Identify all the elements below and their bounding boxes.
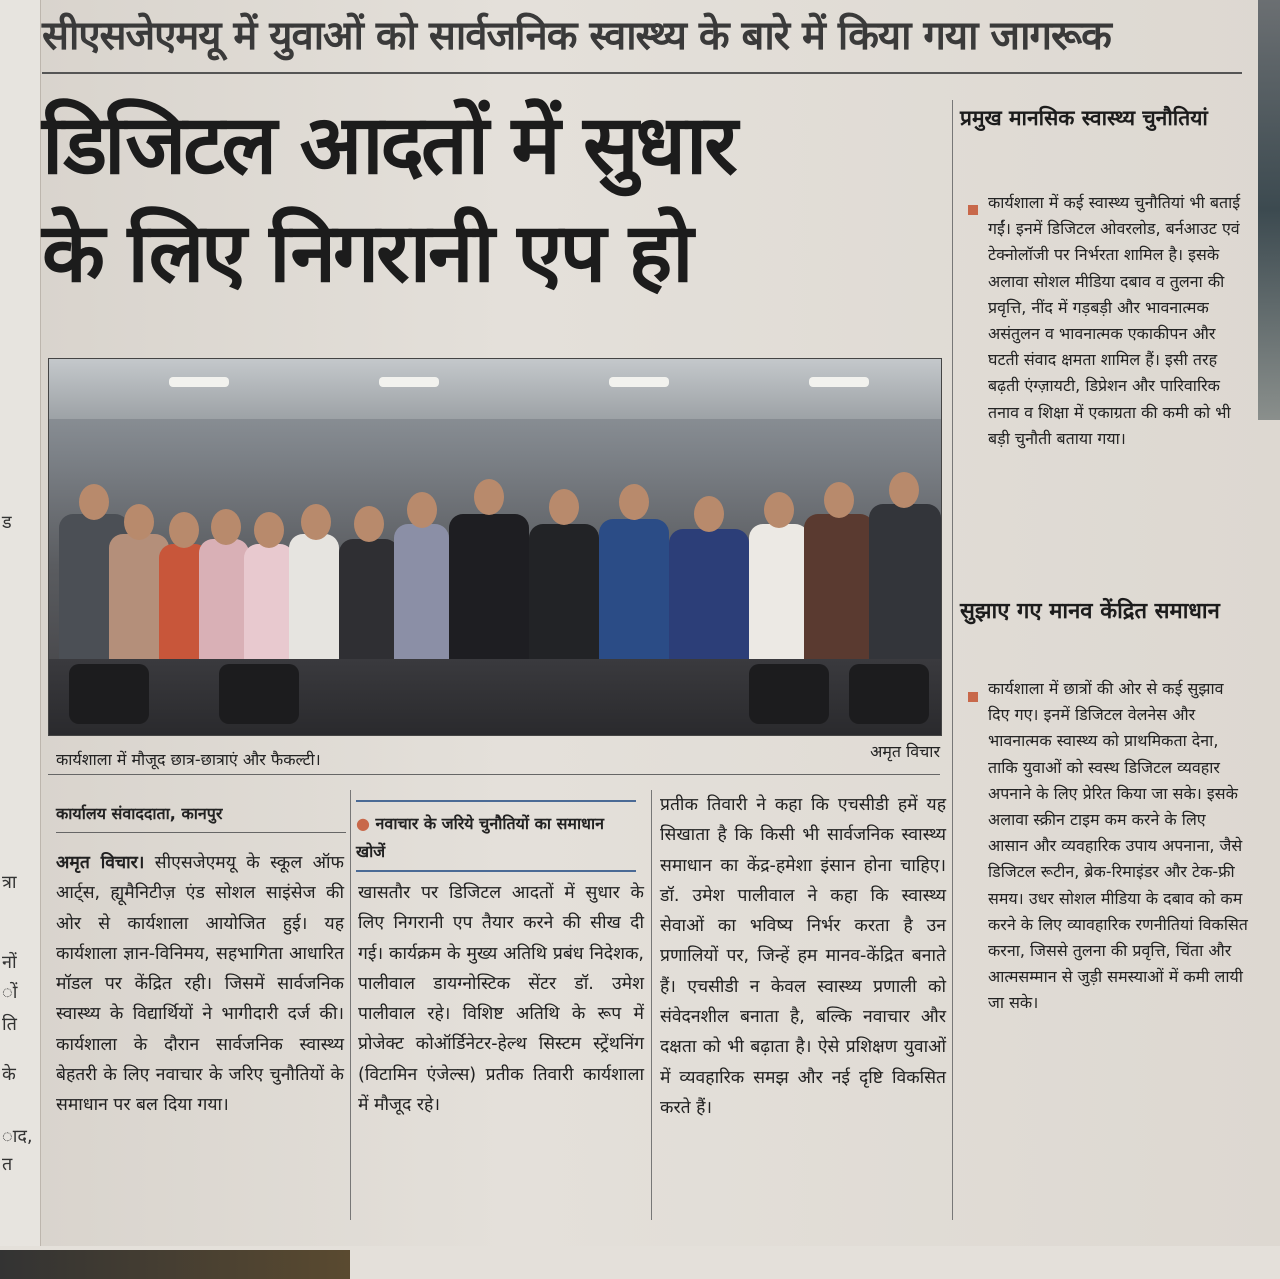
column-divider xyxy=(350,790,351,1220)
dateline: अमृत विचार। xyxy=(56,853,145,873)
adjacent-column-strip xyxy=(0,0,41,1279)
subhead-bottom-rule xyxy=(356,870,636,872)
photo-crowd xyxy=(49,454,941,674)
sidebar-2-text: कार्यशाला में छात्रों की ओर से कई सुझाव दिए गए। इनमें डिजिटल वेलनेस और भावनात्मक स्वास्थ्य को प्राथमिकता देना, ताकि युवाओं को स्वस्थ डिजिटल व्यवहार अपनाने के लिए प्रेरित किया जा सके। इसके अलावा स्क्रीन टाइम कम करने के लिए आसान और व्यवहारिक उपाय अपनाना, जैसे डिजिटल रूटीन, ब्रेक-रिमाइंडर और टेक-फ्री समय। उधर सोशल मीडिया के दबाव को कम करने के लिए व्यावहारिक रणनीतियां विकसित करना, जिससे तुलना की प्रवृत्ति, चिंता और आत्मसम्मान से जुड़ी समस्याओं में कमी लायी जा सके। xyxy=(988,679,1248,1013)
kicker-headline: सीएसजेएमयू में युवाओं को सार्वजनिक स्वास्थ्य के बारे में किया गया जागरूक xyxy=(42,13,1111,59)
ceiling-light xyxy=(379,377,439,387)
person-head xyxy=(169,512,199,548)
person-head xyxy=(254,512,284,548)
headline-line-1: डिजिटल आदतों में सुधार xyxy=(42,98,735,193)
person-head xyxy=(889,472,919,508)
photo-credit: अमृत विचार xyxy=(870,742,940,761)
person-head xyxy=(549,489,579,525)
ceiling-light xyxy=(809,377,869,387)
person-head xyxy=(619,484,649,520)
chair xyxy=(69,664,149,724)
article-column-3: प्रतीक तिवारी ने कहा कि एचसीडी हमें यह सिखाता है कि किसी भी सार्वजनिक स्वास्थ्य समाधान का केंद्र-हमेशा इंसान होना चाहिए। डॉ. उमेश पालीवाल ने कहा कि स्वास्थ्य सेवाओं का भविष्य निर्भर करता है उन प्रणालियों पर, जिन्हें हम मानव-केंद्रित बनाते हैं। एचसीडी न केवल स्वास्थ्य प्रणाली को संवेदनशील बनाता है, बल्कि नवाचार और दक्षता को भी बढ़ाता है। ऐसे प्रशिक्षण युवाओं में व्यवहारिक समझ और नई दृष्टि विकसित करते हैं। xyxy=(660,795,946,1118)
ceiling-light xyxy=(169,377,229,387)
person-head xyxy=(301,504,331,540)
margin-fragment: ों xyxy=(2,982,18,1003)
chair xyxy=(219,664,299,724)
byline-divider xyxy=(56,832,346,833)
byline: कार्यालय संवाददाता, कानपुर xyxy=(56,804,223,823)
margin-fragment: नों xyxy=(2,952,17,973)
person-head xyxy=(124,504,154,540)
person-head xyxy=(211,509,241,545)
sidebar-1-text: कार्यशाला में कई स्वास्थ्य चुनौतियां भी बताई गईं। इनमें डिजिटल ओवरलोड, बर्नआउट एवं टेक्नोलॉजी पर निर्भरता शामिल है। इसके अलावा सोशल मीडिया दबाव व तुलना की प्रवृत्ति, नींद में गड़बड़ी और भावनात्मक असंतुलन व भावनात्मक एकाकीपन और घटती संवाद क्षमता शामिल हैं। इसी तरह बढ़ती एंग्ज़ायटी, डिप्रेशन और पारिवारिक तनाव व शिक्षा में एकाग्रता की कमी को भी बड़ी चुनौती बताया गया। xyxy=(988,193,1241,448)
subhead-top-rule xyxy=(356,800,636,802)
photo-caption: कार्यशाला में मौजूद छात्र-छात्राएं और फैकल्टी। xyxy=(56,750,321,769)
person-head xyxy=(407,492,437,528)
margin-fragment: त्रा xyxy=(2,872,17,893)
caption-divider xyxy=(48,774,940,775)
column-divider xyxy=(651,790,652,1220)
chair xyxy=(849,664,929,724)
adjacent-photo-edge xyxy=(1258,0,1280,420)
article-column-2: खासतौर पर डिजिटल आदतों में सुधार के लिए निगरानी एप तैयार करने की सीख दी गई। कार्यक्रम के मुख्य अतिथि प्रबंध निदेशक, पालीवाल डायग्नोस्टिक सेंटर डॉ. उमेश पालीवाल रहे। विशिष्ट अतिथि के रूप में प्रोजेक्ट कोऑर्डिनेटर-हेल्थ सिस्टम स्ट्रेंथनिंग (विटामिन एंजेल्स) प्रतीक तिवारी कार्यशाला में मौजूद रहे। xyxy=(358,883,644,1116)
person-head xyxy=(764,492,794,528)
kicker-divider xyxy=(42,72,1242,74)
sidebar-2-heading: सुझाए गए मानव केंद्रित समाधान xyxy=(960,599,1220,624)
margin-fragment: त xyxy=(2,1154,13,1175)
sidebar-divider xyxy=(952,100,953,1220)
ceiling-light xyxy=(609,377,669,387)
article-column-1 xyxy=(56,848,344,1121)
margin-fragment: ति xyxy=(2,1014,17,1035)
sidebar-1-heading: प्रमुख मानसिक स्वास्थ्य चुनौतियां xyxy=(960,106,1208,130)
chair xyxy=(749,664,829,724)
person-head xyxy=(474,479,504,515)
person-head xyxy=(79,484,109,520)
person-head xyxy=(824,482,854,518)
margin-fragment: ड xyxy=(2,512,12,533)
margin-fragment: ाद, xyxy=(2,1126,33,1147)
photo-ceiling xyxy=(49,359,941,419)
main-headline xyxy=(42,92,932,308)
column-2-subhead xyxy=(356,810,636,866)
next-article-photo-edge xyxy=(0,1250,350,1279)
square-bullet-icon xyxy=(968,205,978,215)
bullet-icon: ● xyxy=(356,814,370,833)
column-2-subhead-text: नवाचार के जरिये चुनौतियों का समाधान खोजें xyxy=(356,814,604,861)
person-head xyxy=(354,506,384,542)
person xyxy=(869,504,941,684)
person-head xyxy=(694,496,724,532)
right-margin xyxy=(1258,420,1280,1279)
square-bullet-icon xyxy=(968,692,978,702)
column-1-text: सीएसजेएमयू के स्कूल ऑफ आर्ट्स, ह्यूमैनिटीज़ एंड सोशल साइंसेज की ओर से कार्यशाला आयोजित हुई। यह कार्यशाला ज्ञान-विनिमय, सहभागिता आधारित मॉडल पर केंद्रित रही। जिसमें सार्वजनिक स्वास्थ्य के विद्यार्थियों ने भागीदारी दर्ज की। कार्यशाला के दौरान सार्वजनिक स्वास्थ्य बेहतरी के लिए नवाचार के जरिए चुनौतियों के समाधान पर बल दिया गया। xyxy=(56,853,344,1116)
margin-fragment: के xyxy=(2,1064,16,1085)
group-photo xyxy=(48,358,942,736)
headline-line-2: के लिए निगरानी एप हो xyxy=(42,206,691,301)
